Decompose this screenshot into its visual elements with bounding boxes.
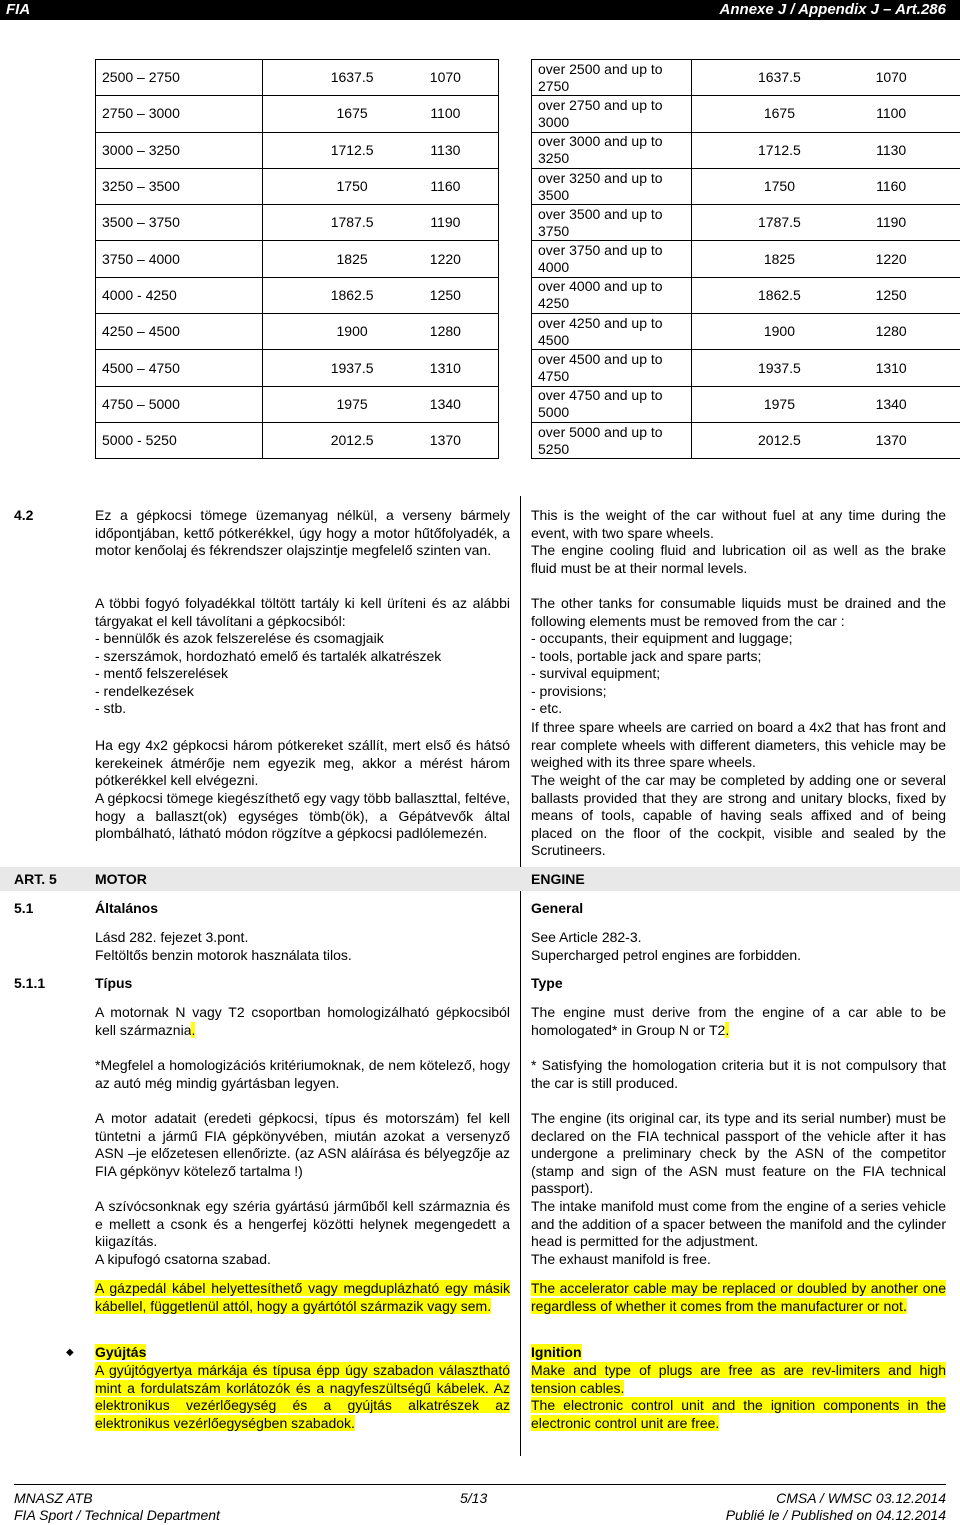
weight-values-cell xyxy=(691,241,960,277)
s51-en-title: General xyxy=(531,900,584,916)
weight-value-a: 1712.5 xyxy=(758,141,801,158)
weight-value-a: 1675 xyxy=(763,105,795,122)
article-title-en: ENGINE xyxy=(531,871,585,887)
weight-value-b: 1100 xyxy=(876,105,907,122)
table-row xyxy=(96,422,499,458)
weight-value-b: 1070 xyxy=(429,69,461,86)
table-row xyxy=(96,350,499,386)
weight-range-cell: 2750 – 3000 xyxy=(96,96,263,132)
bullet-diamond-icon: ◆ xyxy=(66,1347,74,1358)
footer-left-2: FIA Sport / Technical Department xyxy=(14,1507,220,1523)
weight-value-b: 1130 xyxy=(430,141,461,158)
weight-values-cell xyxy=(691,205,960,241)
weight-value-a: 1825 xyxy=(763,250,795,267)
s511-en-p1-highlight: . xyxy=(725,1021,730,1038)
table-row xyxy=(532,60,960,96)
s511-hu-p1 xyxy=(95,1004,510,1039)
weight-value-b: 1100 xyxy=(430,105,461,122)
footer-rule xyxy=(14,1484,946,1485)
table-row xyxy=(532,422,960,458)
s511-hu-ign-text: A gyújtógyertya márkája és típusa épp úgy szabadon választható mint a fordulatszám korlátozók és a nagyfeszültségű kábelek. Az elektronikus vezérlőegység és a gyújtás alkatrészek az elektronikus vezérlőegységben szabadok. xyxy=(95,1362,510,1431)
footer-right-1: CMSA / WMSC 03.12.2014 xyxy=(776,1490,946,1506)
s42-hu-p1: Ez a gépkocsi tömege üzemanyag nélkül, a verseny bármely időpontjában, kettő pótkerékkel, úgy hogy a motor hűtőfolyadék, a motor kenőolaj és fékrendszer olajszintje megfelelő szinten van. xyxy=(95,507,510,559)
weight-values-cell xyxy=(263,205,499,241)
weight-value-b: 1130 xyxy=(876,141,907,158)
weight-value-a: 1637.5 xyxy=(330,69,374,86)
weight-value-a: 1787.5 xyxy=(330,214,374,231)
weight-range-cell: 3500 – 3750 xyxy=(96,205,263,241)
s511-en-title: Type xyxy=(531,975,563,991)
weight-value-b: 1190 xyxy=(430,214,461,231)
weight-value-a: 1975 xyxy=(763,395,795,412)
section-number-5-1-1: 5.1.1 xyxy=(14,975,46,991)
table-row xyxy=(532,350,960,386)
article-title-hu: MOTOR xyxy=(95,871,147,887)
weight-range-cell: over 3250 and up to 3500 xyxy=(532,168,692,204)
table-row xyxy=(96,314,499,350)
weight-value-b: 1370 xyxy=(875,432,907,449)
weight-value-b: 1070 xyxy=(875,69,907,86)
weight-value-b: 1340 xyxy=(429,395,461,412)
weight-range-cell: over 2750 and up to 3000 xyxy=(532,96,692,132)
weight-value-a: 1937.5 xyxy=(330,359,374,376)
weight-values-cell xyxy=(263,386,499,422)
weight-table-english xyxy=(531,59,960,459)
s511-en-p3: The engine (its original car, its type and its serial number) must be declared on the FIA technical passport of the vehicle after it has undergone a preliminary check by the ASN of the competitor (stamp and sign of the ASN must feature on the FIA technical passport). xyxy=(531,1110,946,1197)
s511-en-ign xyxy=(531,1362,946,1397)
weight-range-cell: 4750 – 5000 xyxy=(96,386,263,422)
weight-value-b: 1310 xyxy=(875,359,907,376)
weight-value-a: 1750 xyxy=(336,178,368,195)
weight-table-hungarian xyxy=(95,59,499,459)
weight-range-cell: over 4500 and up to 4750 xyxy=(532,350,692,386)
weight-range-cell: over 3000 and up to 3250 xyxy=(532,132,692,168)
weight-values-cell xyxy=(263,132,499,168)
weight-range-cell: 5000 - 5250 xyxy=(96,422,263,458)
table-row xyxy=(532,96,960,132)
header-right: Annexe J / Appendix J – Art.286 xyxy=(719,1,946,18)
weight-value-b: 1220 xyxy=(875,250,907,267)
table-row xyxy=(532,132,960,168)
weight-values-cell xyxy=(263,277,499,313)
weight-values-cell xyxy=(263,350,499,386)
s511-hu-title: Típus xyxy=(95,975,133,991)
s511-en-p4: The intake manifold must come from the engine of a series vehicle and the addition of a spacer between the manifold and the cylinder head is permitted for the adjustment. xyxy=(531,1198,946,1250)
table-row xyxy=(532,205,960,241)
s51-hu-body: Lásd 282. fejezet 3.pont. Feltöltős benzin motorok használata tilos. xyxy=(95,929,352,963)
s51-en-body: See Article 282-3. Supercharged petrol engines are forbidden. xyxy=(531,929,802,963)
table-row xyxy=(96,60,499,96)
weight-range-cell: over 3750 and up to 4000 xyxy=(532,241,692,277)
weight-value-a: 1937.5 xyxy=(758,359,801,376)
weight-value-a: 2012.5 xyxy=(330,432,374,449)
weight-range-cell: 4000 - 4250 xyxy=(96,277,263,313)
column-divider xyxy=(520,496,521,1456)
weight-value-a: 1900 xyxy=(336,323,368,340)
weight-values-cell xyxy=(691,168,960,204)
weight-value-b: 1280 xyxy=(429,323,461,340)
weight-value-a: 1637.5 xyxy=(758,69,801,86)
weight-value-b: 1250 xyxy=(429,286,461,303)
table-row xyxy=(532,314,960,350)
s511-hu-p2: *Megfelel a homologizációs kritériumoknak, de nem kötelező, hogy az autó még mindig gyártásban legyen. xyxy=(95,1057,510,1091)
weight-value-a: 1787.5 xyxy=(758,214,801,231)
s51-hu-title: Általános xyxy=(95,900,159,916)
s511-hu-p5-text: A gázpedál kábel helyettesíthető vagy megduplázható egy másik kábellel, függetlenül attól, hogy a gyártótól származik vagy sem. xyxy=(95,1280,510,1314)
weight-value-a: 1712.5 xyxy=(330,141,374,158)
s511-hu-p1-text: A motornak N vagy T2 csoportban homologizálható gépkocsiból kell származnia xyxy=(95,1004,510,1038)
weight-range-cell: over 4250 and up to 4500 xyxy=(532,314,692,350)
table-row xyxy=(532,168,960,204)
table-row xyxy=(96,205,499,241)
weight-value-a: 1675 xyxy=(336,105,368,122)
weight-value-a: 1862.5 xyxy=(330,286,374,303)
header-left: FIA xyxy=(6,1,31,18)
weight-range-cell: 3000 – 3250 xyxy=(96,132,263,168)
s511-en-p4b: The exhaust manifold is free. xyxy=(531,1251,711,1267)
weight-values-cell xyxy=(691,132,960,168)
weight-values-cell xyxy=(263,168,499,204)
s511-hu-ign-title xyxy=(95,1344,510,1362)
weight-value-a: 1862.5 xyxy=(758,286,801,303)
weight-value-b: 1340 xyxy=(875,395,907,412)
s42-en-p2-list: - occupants, their equipment and luggage; - tools, portable jack and spare parts; - survival equipment; - provisions; - etc. xyxy=(531,630,793,717)
footer-left-1: MNASZ ATB xyxy=(14,1490,93,1506)
s42-hu-p2-intro: A többi fogyó folyadékkal töltött tartály ki kell üríteni és az alábbi tárgyakat el kell távolítani a gépkocsiból: xyxy=(95,595,510,629)
s511-hu-p3: A motor adatait (eredeti gépkocsi, típus és motorszám) fel kell tüntetni a jármű FIA gépkönyvében, miután azokat a versenyző ASN –je előzetesen ellenőrizte. (az ASN aláírása és bélyegzője az FIA gépkönyv kötelező tartalma !) xyxy=(95,1110,510,1179)
weight-value-a: 1825 xyxy=(336,250,368,267)
weight-values-cell xyxy=(263,422,499,458)
s511-en-ign2 xyxy=(531,1397,946,1432)
weight-values-cell xyxy=(263,241,499,277)
s42-hu-p4: A gépkocsi tömege kiegészíthető egy vagy több ballaszttal, feltéve, hogy a ballaszt(ok) egységes tömb(ök), a Gépátvevők által plombálható, látható módon rögzítve a gépkocsi padlólemezén. xyxy=(95,790,510,842)
s42-en-p1a: This is the weight of the car without fuel at any time during the event, with two spare wheels. xyxy=(531,507,946,541)
s42-en-p2-intro: The other tanks for consumable liquids must be drained and the following elements must be removed from the car : xyxy=(531,595,946,629)
s511-en-p1 xyxy=(531,1004,946,1039)
s511-en-ign-title xyxy=(531,1344,946,1362)
s511-en-ign-title-text: Ignition xyxy=(531,1344,582,1360)
s511-hu-ign xyxy=(95,1362,510,1432)
footer-page-number: 5/13 xyxy=(460,1490,488,1506)
weight-values-cell xyxy=(691,350,960,386)
weight-range-cell: over 4000 and up to 4250 xyxy=(532,277,692,313)
weight-values-cell xyxy=(263,60,499,96)
weight-value-b: 1190 xyxy=(876,214,907,231)
table-row xyxy=(96,241,499,277)
weight-values-cell xyxy=(691,60,960,96)
weight-value-a: 1750 xyxy=(763,178,795,195)
weight-value-b: 1160 xyxy=(430,178,461,195)
s511-en-ign2-text: The electronic control unit and the ignition components in the electronic control unit are free. xyxy=(531,1397,946,1431)
table-row xyxy=(532,386,960,422)
s42-en-p1b: The engine cooling fluid and lubrication oil as well as the brake fluid must be at their normal levels. xyxy=(531,542,946,576)
weight-values-cell xyxy=(263,314,499,350)
weight-value-b: 1310 xyxy=(429,359,461,376)
table-row xyxy=(532,241,960,277)
article-number: ART. 5 xyxy=(14,871,57,887)
s511-hu-p5 xyxy=(95,1280,510,1315)
weight-range-cell: 3750 – 4000 xyxy=(96,241,263,277)
s511-en-ign-text: Make and type of plugs are free as are rev-limiters and high tension cables. xyxy=(531,1362,946,1396)
s511-en-p5-text: The accelerator cable may be replaced or doubled by another one regardless of whether it comes from the manufacturer or not. xyxy=(531,1280,946,1314)
weight-values-cell xyxy=(691,422,960,458)
s511-hu-p4: A szívócsonknak egy széria gyártású járműből kell származnia és e mellett a csonk és a hengerfej közötti helynek megengedett a kiigazítás. xyxy=(95,1198,510,1250)
weight-value-a: 1975 xyxy=(336,395,368,412)
table-row xyxy=(96,132,499,168)
weight-values-cell xyxy=(691,277,960,313)
weight-value-b: 1250 xyxy=(875,286,907,303)
weight-range-cell: 4250 – 4500 xyxy=(96,314,263,350)
s511-hu-ign-title-text: Gyújtás xyxy=(95,1344,147,1360)
section-number-4-2: 4.2 xyxy=(14,507,34,523)
weight-value-a: 2012.5 xyxy=(758,432,801,449)
s42-hu-p2-list: - bennülők és azok felszerelése és csomagjaik - szerszámok, hordozható emelő és tartalék alkatrészek - mentő felszerelések - rendelkezések - stb. xyxy=(95,630,442,717)
s42-hu-p3: Ha egy 4x2 gépkocsi három pótkereket szállít, mert első és hátsó kerekeinek átmérője nem egyezik meg, akkor a mérést három pótkerékkel kell elvégezni. xyxy=(95,737,510,789)
weight-range-cell: 2500 – 2750 xyxy=(96,60,263,96)
s511-hu-p1-highlight: . xyxy=(191,1021,196,1038)
weight-range-cell: over 4750 and up to 5000 xyxy=(532,386,692,422)
s511-en-p2: * Satisfying the homologation criteria but it is not compulsory that the car is still produced. xyxy=(531,1057,946,1091)
s42-en-p4: The weight of the car may be completed by adding one or several ballasts provided that they are strong and unitary blocks, fixed by means of tools, capable of having seals affixed and of being placed on the floor of the cockpit, visible and sealed by the Scrutineers. xyxy=(531,772,946,859)
weight-value-b: 1220 xyxy=(429,250,461,267)
weight-value-b: 1280 xyxy=(875,323,907,340)
table-row xyxy=(532,277,960,313)
s42-en-p3: If three spare wheels are carried on board a 4x2 that has front and rear complete wheels with different diameters, this vehicle may be weighed with its three spare wheels. xyxy=(531,719,946,771)
weight-range-cell: over 3500 and up to 3750 xyxy=(532,205,692,241)
weight-value-a: 1900 xyxy=(763,323,795,340)
page-header xyxy=(0,0,960,20)
table-row xyxy=(96,277,499,313)
weight-range-cell: over 5000 and up to 5250 xyxy=(532,422,692,458)
s511-en-p5 xyxy=(531,1280,946,1315)
weight-range-cell: over 2500 and up to 2750 xyxy=(532,60,692,96)
weight-values-cell xyxy=(691,96,960,132)
table-row xyxy=(96,386,499,422)
weight-range-cell: 4500 – 4750 xyxy=(96,350,263,386)
weight-values-cell xyxy=(263,96,499,132)
weight-values-cell xyxy=(691,386,960,422)
footer-right-2: Publié le / Published on 04.12.2014 xyxy=(725,1507,946,1523)
table-row xyxy=(96,96,499,132)
table-row xyxy=(96,168,499,204)
weight-range-cell: 3250 – 3500 xyxy=(96,168,263,204)
s511-en-p1-text: The engine must derive from the engine of a car able to be homologated* in Group N or T2 xyxy=(531,1004,946,1038)
weight-value-b: 1160 xyxy=(876,178,907,195)
section-number-5-1: 5.1 xyxy=(14,900,34,916)
weight-values-cell xyxy=(691,314,960,350)
s511-hu-p4b: A kipufogó csatorna szabad. xyxy=(95,1251,271,1267)
weight-value-b: 1370 xyxy=(429,432,461,449)
